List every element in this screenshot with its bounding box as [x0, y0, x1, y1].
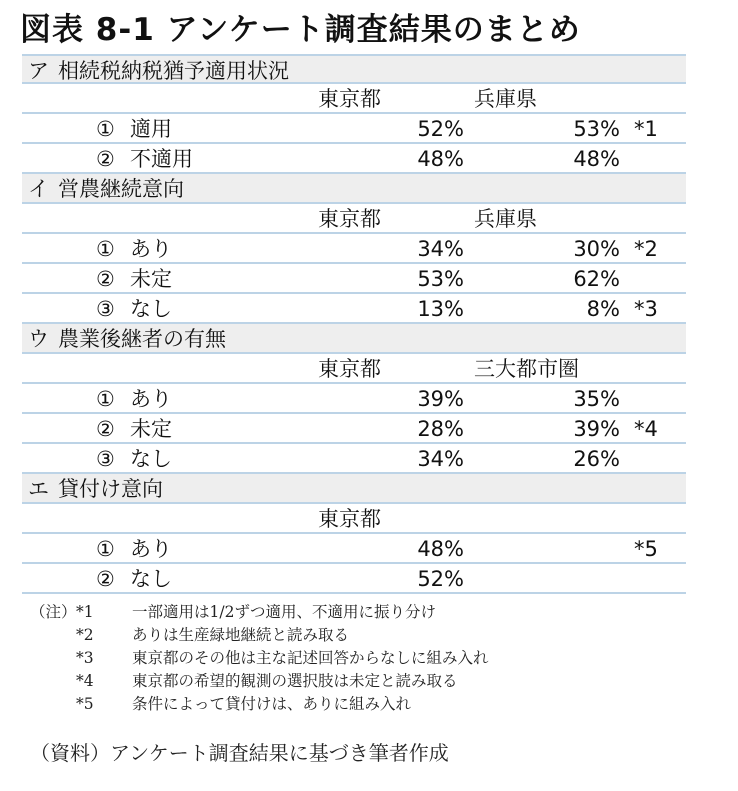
column-header-a: 東京都 [318, 87, 381, 111]
item-label: 適用 [130, 117, 172, 141]
column-header-b: 三大都市圏 [474, 357, 579, 381]
table-row [22, 384, 686, 414]
item-label: 未定 [130, 267, 172, 291]
value-a: 34% [417, 237, 464, 261]
table-row [22, 264, 686, 294]
section-letter: イ [28, 177, 49, 201]
note-ref: *1 [634, 117, 658, 141]
section-title: 農業後継者の有無 [58, 327, 226, 351]
value-a: 48% [417, 537, 464, 561]
note-text: 東京都のその他は主な記述回答からなしに組み入れ [132, 649, 489, 667]
value-a: 52% [417, 117, 464, 141]
table-row [22, 144, 686, 174]
value-b: 35% [573, 387, 620, 411]
note-ref: *4 [634, 417, 658, 441]
item-label: なし [130, 567, 172, 591]
value-a: 34% [417, 447, 464, 471]
column-header-a: 東京都 [318, 357, 381, 381]
note-ref: *5 [634, 537, 658, 561]
column-header-row [22, 204, 686, 234]
section-letter: ウ [28, 327, 49, 351]
section-header [22, 54, 686, 84]
source-note: （資料）アンケート調査結果に基づき筆者作成 [30, 741, 449, 765]
value-a: 52% [417, 567, 464, 591]
table-row [22, 234, 686, 264]
section-letter: エ [28, 477, 49, 501]
value-a: 53% [417, 267, 464, 291]
item-label: 未定 [130, 417, 172, 441]
item-label: なし [130, 447, 172, 471]
note-key: *5 [76, 695, 94, 713]
item-label: あり [130, 237, 172, 261]
section-letter: ア [28, 59, 49, 83]
value-b: 8% [586, 297, 620, 321]
note-key: *1 [76, 603, 94, 621]
table-row [22, 294, 686, 324]
note-key: *3 [76, 649, 94, 667]
item-number: ② [96, 267, 115, 291]
value-b: 26% [573, 447, 620, 471]
note-key: *4 [76, 672, 94, 690]
column-header-b: 兵庫県 [474, 87, 537, 111]
table-row [22, 444, 686, 474]
section-title: 営農継続意向 [58, 177, 184, 201]
value-b: 48% [573, 147, 620, 171]
item-number: ① [96, 537, 115, 561]
note-text: 一部適用は1/2ずつ適用、不適用に振り分け [132, 603, 436, 621]
column-header-row [22, 504, 686, 534]
note-text: ありは生産緑地継続と読み取る [132, 626, 350, 644]
note-ref: *3 [634, 297, 658, 321]
note-ref: *2 [634, 237, 658, 261]
item-label: 不適用 [130, 147, 193, 171]
table-row [22, 114, 686, 144]
item-number: ② [96, 147, 115, 171]
note-text: 東京都の希望的観測の選択肢は未定と読み取る [132, 672, 458, 690]
item-number: ③ [96, 297, 115, 321]
survey-table [22, 54, 686, 594]
note-text: 条件によって貸付けは、ありに組み入れ [132, 695, 412, 713]
section-title: 相続税納税猶予適用状況 [58, 59, 289, 83]
section-title: 貸付け意向 [58, 477, 163, 501]
value-a: 28% [417, 417, 464, 441]
item-number: ① [96, 117, 115, 141]
note-key: *2 [76, 626, 94, 644]
page-title: 図表 8-1 アンケート調査結果のまとめ [20, 12, 581, 48]
column-header-b: 兵庫県 [474, 207, 537, 231]
item-number: ② [96, 567, 115, 591]
item-number: ① [96, 387, 115, 411]
column-header-row [22, 354, 686, 384]
value-b: 62% [573, 267, 620, 291]
table-row [22, 534, 686, 564]
item-number: ③ [96, 447, 115, 471]
item-label: あり [130, 537, 172, 561]
value-a: 48% [417, 147, 464, 171]
value-a: 39% [417, 387, 464, 411]
notes-prefix: （注） [30, 603, 77, 621]
section-header [22, 474, 686, 504]
item-label: あり [130, 387, 172, 411]
section-header [22, 174, 686, 204]
column-header-a: 東京都 [318, 207, 381, 231]
table-row [22, 414, 686, 444]
value-a: 13% [417, 297, 464, 321]
value-b: 30% [573, 237, 620, 261]
value-b: 53% [573, 117, 620, 141]
table-row [22, 564, 686, 594]
item-number: ① [96, 237, 115, 261]
value-b: 39% [573, 417, 620, 441]
item-label: なし [130, 297, 172, 321]
column-header-row [22, 84, 686, 114]
section-header [22, 324, 686, 354]
item-number: ② [96, 417, 115, 441]
column-header-a: 東京都 [318, 507, 381, 531]
